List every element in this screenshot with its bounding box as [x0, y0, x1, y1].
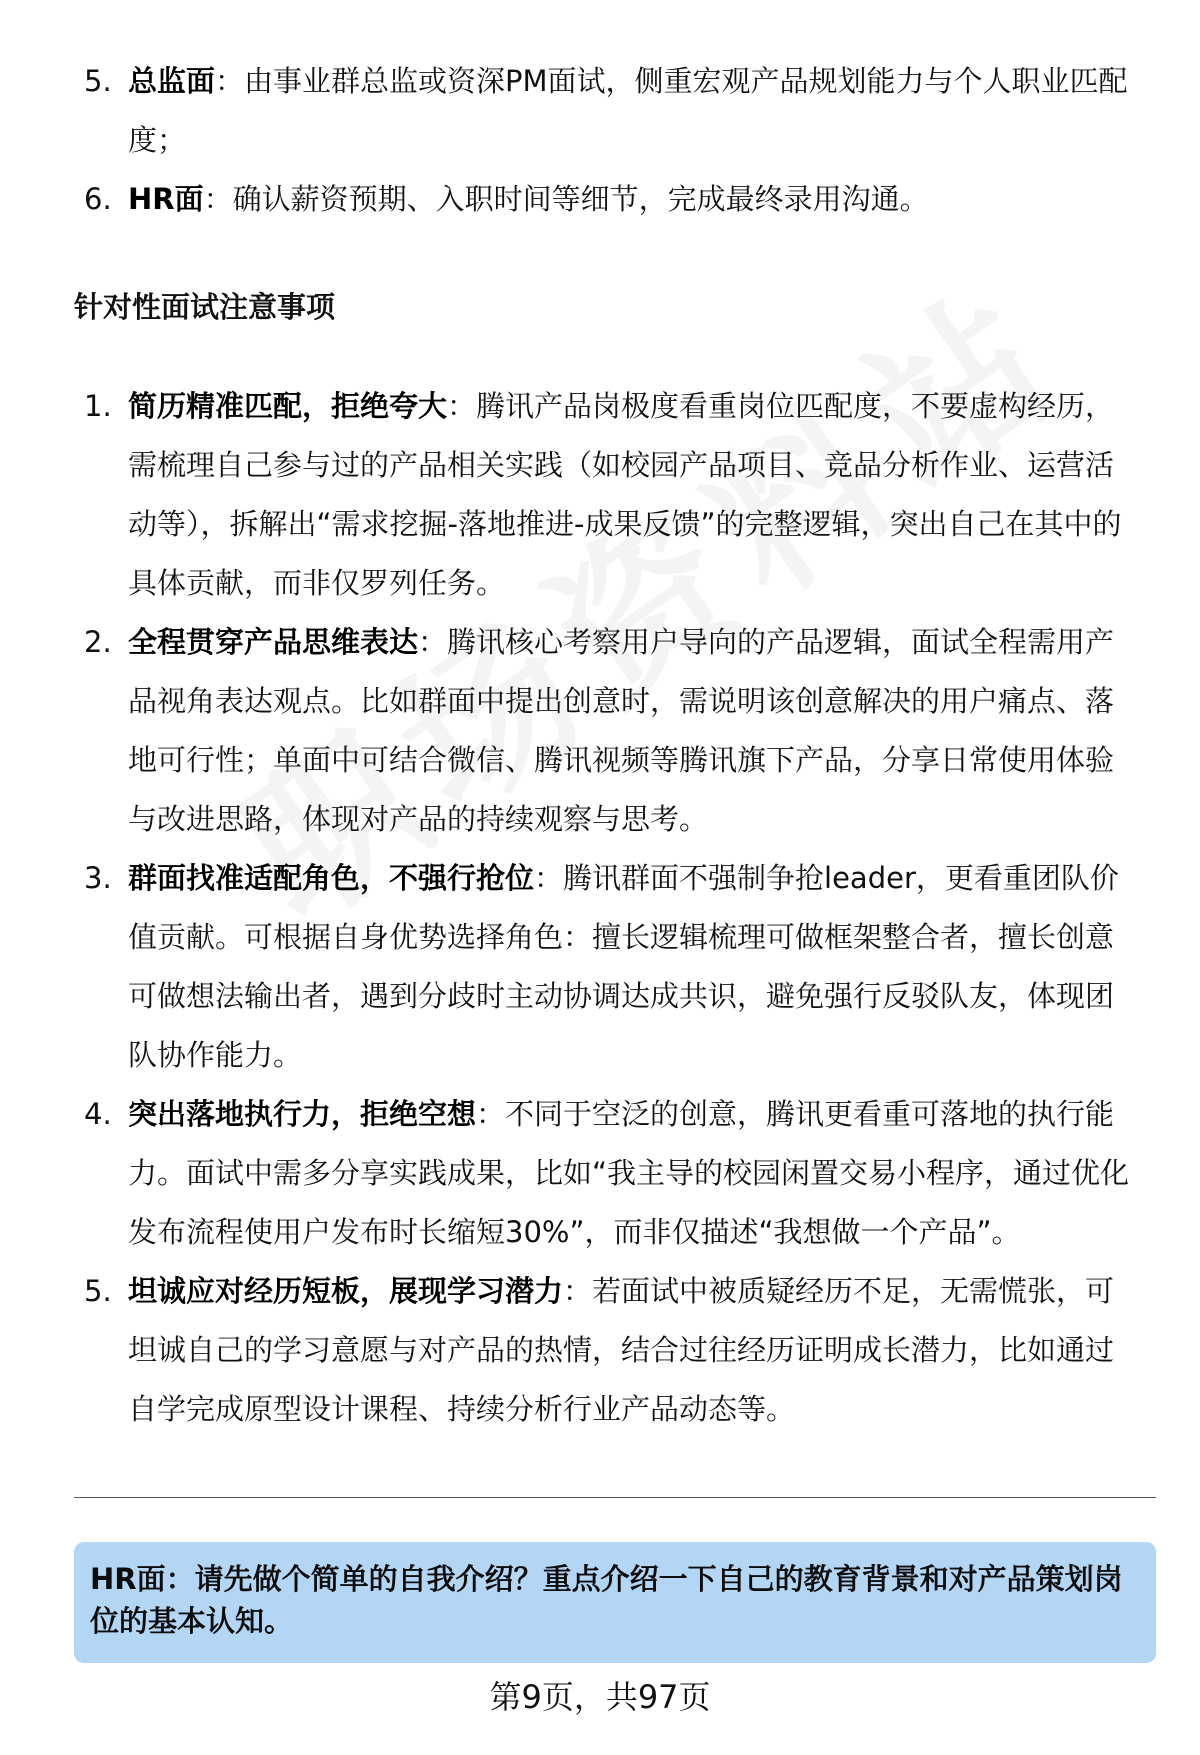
callout-text: HR面：请先做个简单的自我介绍？重点介绍一下自己的教育背景和对产品策划岗位的基本认知。	[90, 1562, 1123, 1638]
list-item-text	[128, 613, 1140, 849]
list-item-text	[128, 1085, 1140, 1262]
question-callout	[74, 1542, 1156, 1663]
list-item-title: 简历精准匹配，拒绝夸大	[128, 389, 448, 423]
list-item-title: 突出落地执行力，拒绝空想	[128, 1097, 477, 1131]
list-item-body: 腾讯产品岗极度看重岗位匹配度，不要虚构经历，需梳理自己参与过的产品相关实践（如校园产品项目、竞品分析作业、运营活动等），拆解出“需求挖掘-落地推进-成果反馈”的完整逻辑，突出自己在其中的具体贡献，而非仅罗列任务。	[128, 389, 1122, 600]
list-number: 3.	[84, 861, 112, 895]
list-item	[0, 613, 1200, 849]
list-number: 2.	[84, 625, 112, 659]
page-number: 第9页，共97页	[489, 1678, 711, 1716]
list-item-separator: ：	[476, 1097, 506, 1131]
interview-process-list	[0, 52, 1200, 229]
list-item-body: 腾讯群面不强制争抢leader，更看重团队价值贡献。可根据自身优势选择角色：擅长逻辑梳理可做框架整合者，擅长创意可做想法输出者，遇到分歧时主动协调达成共识，避免强行反驳队友，体现团队协作能力。	[128, 861, 1119, 1072]
list-item-text	[128, 52, 1140, 170]
list-item-title: 全程贯穿产品思维表达	[128, 625, 419, 659]
list-number: 6.	[84, 182, 112, 216]
list-item-text	[128, 849, 1140, 1085]
list-item-text	[128, 170, 1140, 229]
section-heading: 针对性面试注意事项	[74, 290, 336, 324]
list-item-title: HR面	[128, 182, 204, 216]
list-number: 5.	[84, 1274, 112, 1308]
list-item-body: 确认薪资预期、入职时间等细节，完成最终录用沟通。	[232, 182, 929, 216]
list-item-separator: ：	[563, 1274, 593, 1308]
list-number: 5.	[84, 64, 112, 98]
list-item-body: 不同于空泛的创意，腾讯更看重可落地的执行能力。面试中需多分享实践成果，比如“我主导的校园闲置交易小程序，通过优化发布流程使用户发布时长缩短30%”，而非仅描述“我想做一个产品”。	[128, 1097, 1130, 1249]
list-item	[0, 1085, 1200, 1262]
list-item-separator: ：	[418, 625, 448, 659]
list-number: 1.	[84, 389, 112, 423]
list-item-separator: ：	[203, 182, 233, 216]
list-number: 4.	[84, 1097, 112, 1131]
tips-list	[0, 377, 1200, 1439]
list-item	[0, 849, 1200, 1085]
list-item-title: 总监面	[128, 64, 216, 98]
divider	[74, 1497, 1156, 1498]
list-item-title: 坦诚应对经历短板，展现学习潜力	[128, 1274, 564, 1308]
list-item-text	[128, 1262, 1140, 1439]
list-item-body: 若面试中被质疑经历不足，无需慌张，可坦诚自己的学习意愿与对产品的热情，结合过往经历证明成长潜力，比如通过自学完成原型设计课程、持续分析行业产品动态等。	[128, 1274, 1115, 1426]
list-item-text	[128, 377, 1140, 613]
list-item-body: 由事业群总监或资深PM面试，侧重宏观产品规划能力与个人职业匹配度；	[128, 64, 1128, 157]
list-item	[0, 52, 1200, 170]
list-item-body: 腾讯核心考察用户导向的产品逻辑，面试全程需用产品视角表达观点。比如群面中提出创意时，需说明该创意解决的用户痛点、落地可行性；单面中可结合微信、腾讯视频等腾讯旗下产品，分享日常使用体验与改进思路，体现对产品的持续观察与思考。	[128, 625, 1115, 836]
list-item-title: 群面找准适配角色，不强行抢位	[128, 861, 535, 895]
list-item-separator: ：	[534, 861, 564, 895]
list-item	[0, 377, 1200, 613]
list-item	[0, 170, 1200, 229]
list-item-separator: ：	[215, 64, 245, 98]
list-item	[0, 1262, 1200, 1439]
list-item-separator: ：	[447, 389, 477, 423]
